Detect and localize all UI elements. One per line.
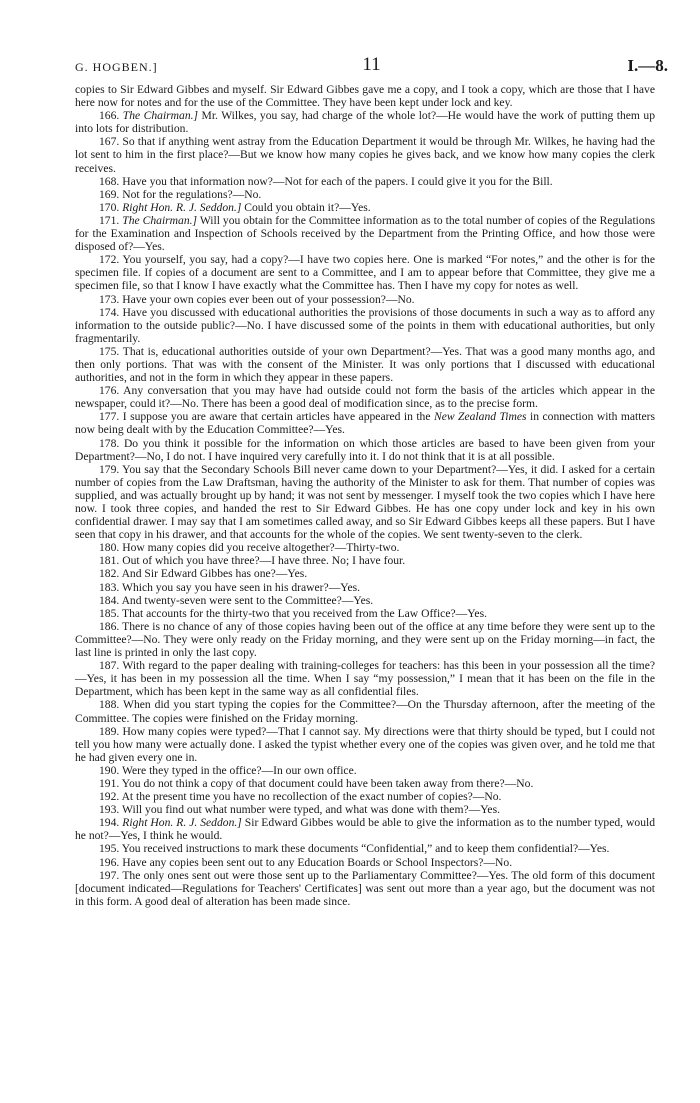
- question-178: [75, 437, 655, 463]
- question-188: [75, 698, 655, 724]
- paragraph-text: Sir Edward Gibbes would be able to give the information as to the number typed, would he not?—Yes, I think he would.: [75, 816, 656, 843]
- question-189: [75, 725, 655, 764]
- question-191: [75, 777, 655, 790]
- question-number: 182.: [99, 567, 120, 581]
- question-number: 192.: [99, 790, 120, 804]
- question-number: 175.: [99, 344, 120, 358]
- paragraph-text: Have your own copies ever been out of your possession?—No.: [122, 292, 415, 306]
- newspaper-title: New Zealand Times: [433, 410, 527, 424]
- paragraph-text: At the present time you have no recollection of the exact number of copies?—No.: [121, 790, 502, 804]
- paragraph-text: That is, educational authorities outside of your own Department?—Yes. That was a good many months ago, and then only portions. That was with the consent of the Minister. It was only portions that I discussed with educational authorities, and not in the form in which they appear in these papers.: [75, 344, 655, 385]
- paragraph-text: You do not think a copy of that document could have been taken away from there?—No.: [121, 776, 534, 790]
- paragraph-text: You say that the Secondary Schools Bill never came down to your Department?—Yes, it did. I asked for a certain number of copies from the Law Draftsman, having the authority of the Minister to ask for them. That number of copies was supplied, and was actually brought up by hand; it was not sent by messenger. I myself took the two copies which I have here now. I took three copies, and handed the rest to Sir Edward Gibbes. He has one copy under lock and key in his own confidential drawer. I may say that I am sometimes called away, and so Sir Edward Gibbes keeps all these papers. But I have seen that copy in his drawer, and that accounts for the whole of the copies. We sent twenty-seven to the clerk.: [75, 462, 656, 542]
- question-176: [75, 384, 655, 410]
- paragraph-text: Will you find out what number were typed, and what was done with them?—Yes.: [122, 803, 500, 817]
- paragraph-text: Could you obtain it?—Yes.: [244, 200, 371, 214]
- paragraph-text: There is no chance of any of those copies having been out of the office at any time before they were sent up to the Committee?—No. They were only ready on the Friday morning, and they were sent up on the Friday morning—in fact, the last line is printed in only the last copy.: [75, 619, 655, 660]
- paper-reference: I.—8.: [627, 56, 668, 75]
- question-number: 184.: [99, 593, 120, 607]
- question-number: 188.: [99, 698, 120, 712]
- question-183: [75, 581, 655, 594]
- paragraph-text: Which you say you have seen in his drawer?—Yes.: [122, 580, 361, 594]
- paragraph-text: Have you discussed with educational authorities the provisions of those documents in such a way as to afford any information to the outside public?—No. I have discussed some of the points in them with educational authorities, but only fragmentarily.: [75, 305, 655, 345]
- paragraph-text: Not for the regulations?—No.: [122, 187, 262, 201]
- question-179: [75, 463, 655, 542]
- question-number: 167.: [99, 135, 120, 149]
- paragraph-text: How many copies were typed?—That I cannot say. My directions were that thirty should be typed, but I could not tell you how many were actually done. I asked the typist whether every one of the copies was given over, and he told me that he had given every one in.: [75, 724, 655, 764]
- question-173: [75, 293, 655, 306]
- speaker-label: The Chairman.]: [122, 213, 198, 227]
- question-187: [75, 659, 655, 698]
- paragraph-text: With regard to the paper dealing with training-colleges for teachers: has this been in your possession all the time?—Yes, it has been in my possession all the time. When I say “my possession,” I mean that it has been on the file in the Department, which has been kept in the same way as all confidential files.: [75, 659, 655, 699]
- question-number: 179.: [99, 462, 120, 476]
- question-number: 166.: [99, 109, 120, 123]
- paragraph-text: That accounts for the thirty-two that you received from the Law Office?—Yes.: [122, 606, 487, 620]
- question-number: 170.: [99, 200, 120, 214]
- question-184: [75, 594, 655, 607]
- question-number: 196.: [99, 855, 120, 869]
- question-174: [75, 306, 655, 345]
- question-number: 169.: [99, 187, 120, 201]
- speaker-label: The Chairman.]: [122, 109, 199, 123]
- paragraph-text: And Sir Edward Gibbes has one?—Yes.: [121, 567, 308, 581]
- question-number: 173.: [99, 292, 120, 306]
- header-witness-name: G. HOGBEN.]: [75, 60, 158, 74]
- paragraph-text: When did you start typing the copies for the Committee?—On the Thursday afternoon, after the meeting of the Committee. The copies were finished on the Friday morning.: [75, 698, 655, 725]
- paragraph-text: copies to Sir Edward Gibbes and myself. Sir Edward Gibbes gave me a copy, and I took a copy, which are those that I have here now for notes and for the use of the Committee. They have been kept under lock and key.: [75, 83, 655, 110]
- paragraph-text: Mr. Wilkes, you say, had charge of the whole lot?—He would have the work of putting them up into lots for distribution.: [75, 109, 656, 136]
- question-number: 178.: [99, 436, 120, 450]
- question-193: [75, 803, 655, 816]
- question-182: [75, 567, 655, 580]
- question-194: [75, 816, 655, 842]
- question-197: [75, 869, 655, 908]
- testimony-body: [75, 83, 655, 908]
- page-number: 11: [362, 54, 381, 75]
- question-195: [75, 842, 655, 855]
- continued-paragraph: [75, 83, 655, 109]
- question-number: 174.: [99, 305, 120, 319]
- question-number: 185.: [99, 606, 120, 620]
- paragraph-text: Any conversation that you may have had outside could not form the basis of the articles which appear in the newspaper, could it?—No. There has been a good deal of modification since, as to the precise form.: [75, 384, 655, 411]
- question-number: 181.: [99, 554, 120, 568]
- question-number: 190.: [99, 763, 120, 777]
- paragraph-text: Do you think it possible for the information on which those articles are based to have been given from your Department?—No, I do not. I have inquired very carefully into it. I do not think that it is at all possible.: [75, 436, 655, 463]
- question-192: [75, 790, 655, 803]
- question-196: [75, 856, 655, 869]
- page-header: [75, 54, 668, 80]
- paragraph-text: And twenty-seven were sent to the Committee?—Yes.: [121, 593, 374, 607]
- question-number: 193.: [99, 803, 120, 817]
- paragraph-text: Will you obtain for the Committee information as to the total number of copies of the Regulations for the Examination and Inspection of Schools received by the Department from the Printing Office, and how those were disposed of?—Yes.: [75, 213, 655, 254]
- speaker-label: Right Hon. R. J. Seddon.]: [122, 200, 242, 214]
- question-number: 187.: [99, 659, 120, 673]
- question-166: [75, 109, 655, 135]
- question-180: [75, 541, 655, 554]
- question-number: 197.: [99, 868, 120, 882]
- question-186: [75, 620, 655, 659]
- question-167: [75, 135, 655, 174]
- paragraph-text: in connection with matters now being dealt with by the Education Committee?—Yes.: [75, 410, 656, 437]
- question-number: 195.: [99, 842, 120, 856]
- question-number: 186.: [99, 619, 120, 633]
- paragraph-text: Were they typed in the office?—In our own office.: [122, 763, 357, 777]
- question-177: [75, 410, 655, 436]
- question-171: [75, 214, 655, 253]
- paragraph-text: You yourself, you say, had a copy?—I have two copies here. One is marked “For notes,” and the other is for the specimen file. If copies of a document are sent to a Committee, and I am to appear before that Committee, they give me a specimen file, so that I know I have exactly what the Committee has. Then I have my copy for notes as well.: [75, 253, 656, 293]
- speaker-label: Right Hon. R. J. Seddon.]: [122, 816, 242, 830]
- question-number: 191.: [99, 776, 120, 790]
- paragraph-text: You received instructions to mark these documents “Confidential,” and to keep them confidential?—Yes.: [121, 842, 610, 856]
- question-number: 183.: [99, 580, 120, 594]
- paragraph-text: I suppose you are aware that certain articles have appeared in the: [122, 410, 431, 424]
- question-number: 172.: [99, 253, 120, 267]
- question-172: [75, 253, 655, 292]
- question-190: [75, 764, 655, 777]
- question-169: [75, 188, 655, 201]
- question-170: [75, 201, 655, 214]
- question-number: 177.: [99, 410, 120, 424]
- question-number: 176.: [99, 384, 120, 398]
- paragraph-text: The only ones sent out were those sent up to the Parliamentary Committee?—Yes. The old form of this document [document indicated—Regulations for Teachers' Certificates] was sent out more than a year ago, but the document was not in this form. A good deal of alteration has been made since.: [75, 868, 655, 908]
- question-number: 171.: [99, 213, 120, 227]
- question-168: [75, 175, 655, 188]
- question-181: [75, 554, 655, 567]
- paragraph-text: Have you that information now?—Not for each of the papers. I could give it you for the Bill.: [122, 174, 553, 188]
- paragraph-text: Out of which you have three?—I have three. No; I have four.: [122, 554, 406, 568]
- question-185: [75, 607, 655, 620]
- paragraph-text: So that if anything went astray from the Education Department it would be through Mr. Wilkes, he having had the lot sent to him in the first place?—But we know how many copies he gives back, and we know how many copies the clerk receives.: [75, 135, 655, 175]
- question-number: 189.: [99, 724, 120, 738]
- paragraph-text: How many copies did you receive altogether?—Thirty-two.: [122, 541, 400, 555]
- question-number: 180.: [99, 541, 120, 555]
- paragraph-text: Have any copies been sent out to any Education Boards or School Inspectors?—No.: [122, 855, 513, 869]
- question-175: [75, 345, 655, 384]
- question-number: 168.: [99, 174, 120, 188]
- question-number: 194.: [99, 816, 120, 830]
